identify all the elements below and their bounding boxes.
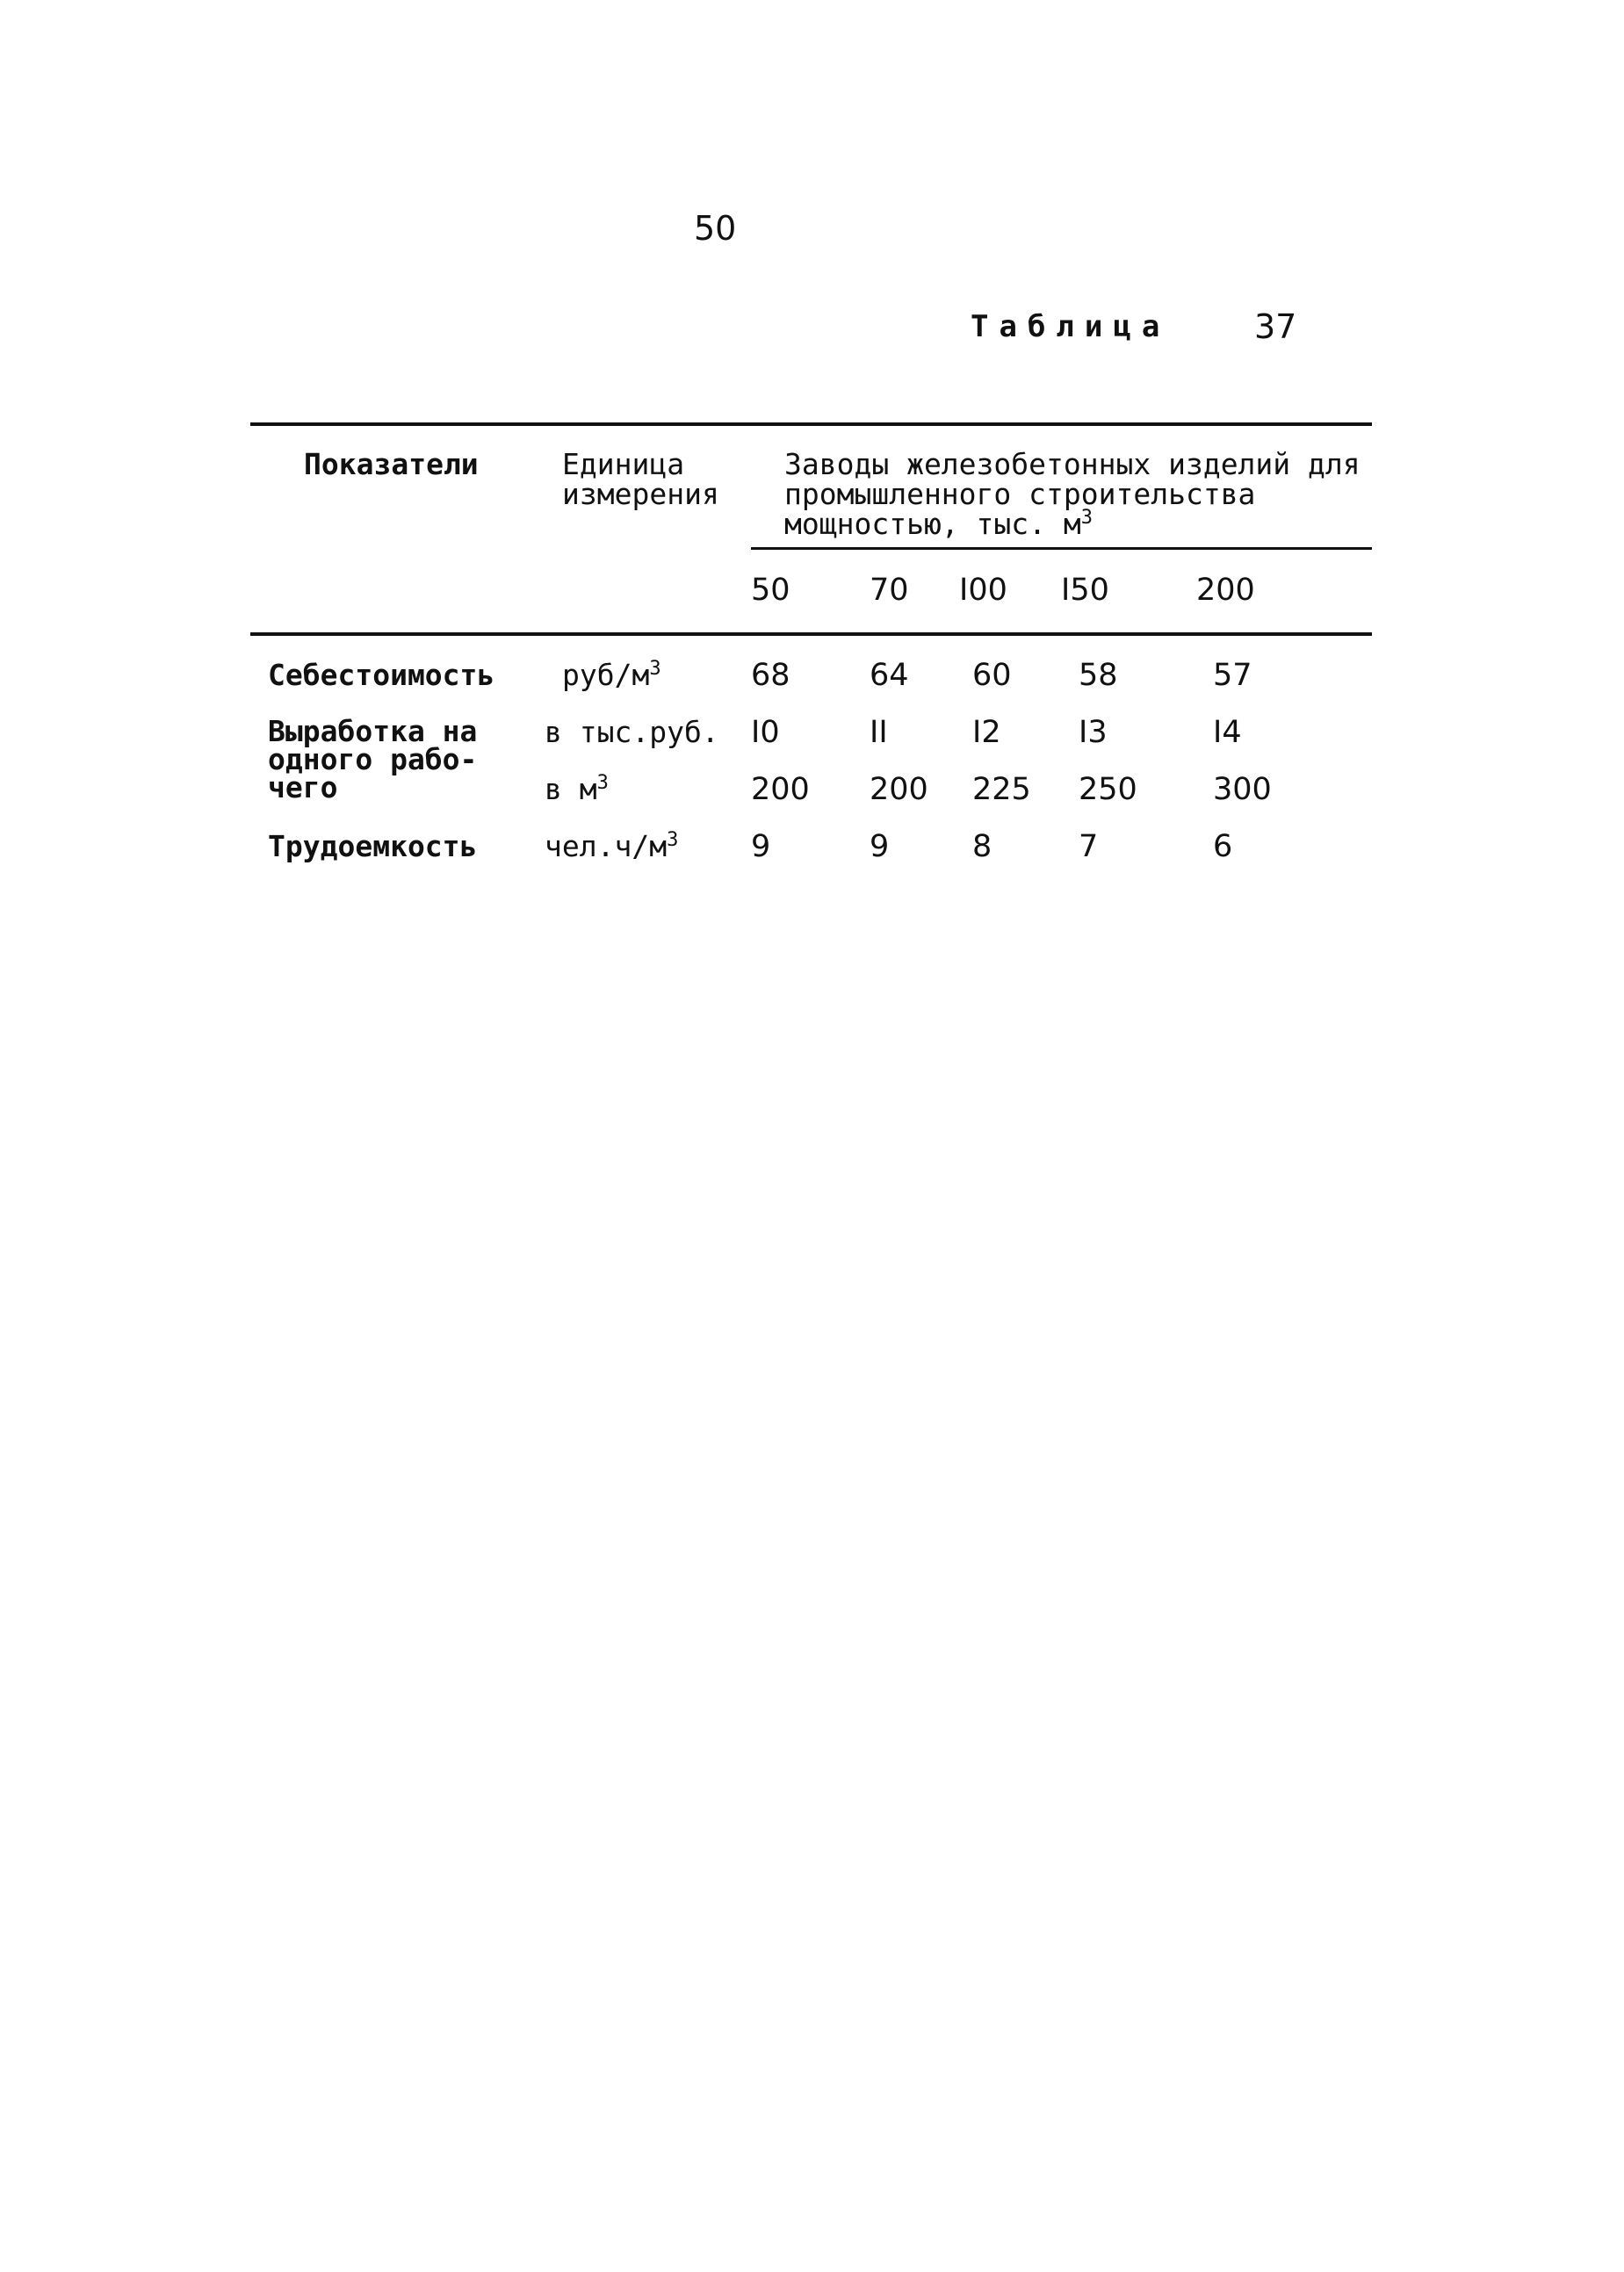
header-capacity: 70 bbox=[870, 573, 909, 608]
row-value: 9 bbox=[870, 829, 890, 864]
table-label: Таблица bbox=[971, 309, 1171, 344]
header-capacity: I00 bbox=[959, 573, 1007, 608]
row-value: 9 bbox=[751, 829, 771, 864]
row-value: 200 bbox=[751, 772, 810, 807]
page-number: 50 bbox=[694, 209, 737, 248]
row-value: 6 bbox=[1213, 829, 1233, 864]
row-value: I0 bbox=[751, 715, 780, 750]
row-unit-text: в м bbox=[545, 772, 597, 806]
row-unit-sup: 3 bbox=[667, 829, 679, 851]
row-indicator: Выработка на одного рабо- чего bbox=[268, 714, 478, 804]
row-unit-sup: 3 bbox=[596, 772, 609, 794]
header-group-sup: 3 bbox=[1080, 507, 1093, 529]
row-unit-text: руб/м bbox=[562, 658, 650, 692]
header-capacity: I50 bbox=[1061, 573, 1109, 608]
table-mid-rule bbox=[250, 632, 1372, 636]
row-unit bbox=[545, 829, 679, 863]
row-value: 250 bbox=[1079, 772, 1137, 807]
header-indicator: Показатели bbox=[304, 447, 479, 481]
header-unit: Единица измерения bbox=[562, 447, 719, 511]
row-value: I2 bbox=[972, 715, 1001, 750]
row-value: I4 bbox=[1213, 715, 1242, 750]
header-sub-rule bbox=[751, 547, 1372, 550]
row-unit bbox=[562, 660, 661, 690]
row-unit bbox=[545, 772, 609, 806]
row-value: II bbox=[870, 715, 888, 750]
header-capacity: 50 bbox=[751, 573, 790, 608]
row-unit-text: в тыс.руб. bbox=[545, 715, 719, 749]
row-value: 57 bbox=[1213, 658, 1252, 693]
row-value: 225 bbox=[972, 772, 1031, 807]
header-group-text: Заводы железобетонных изделий для промышленного строительства мощностью, тыс. м bbox=[784, 447, 1361, 541]
row-unit-sup: 3 bbox=[649, 658, 661, 680]
table-top-rule bbox=[250, 422, 1372, 426]
row-value: I3 bbox=[1079, 715, 1108, 750]
header-group bbox=[784, 447, 1361, 541]
row-value: 60 bbox=[972, 658, 1012, 693]
row-value: 68 bbox=[751, 658, 790, 693]
table-number: 37 bbox=[1254, 307, 1297, 346]
row-value: 64 bbox=[870, 658, 909, 693]
row-value: 300 bbox=[1213, 772, 1272, 807]
row-value: 8 bbox=[972, 829, 992, 864]
row-unit bbox=[545, 715, 719, 749]
row-unit-text: чел.ч/м bbox=[545, 829, 668, 863]
row-value: 200 bbox=[870, 772, 928, 807]
row-indicator: Себестоимость bbox=[268, 658, 495, 692]
row-value: 58 bbox=[1079, 658, 1118, 693]
row-indicator: Трудоемкость bbox=[268, 829, 478, 863]
header-capacity: 200 bbox=[1196, 573, 1255, 608]
row-value: 7 bbox=[1079, 829, 1099, 864]
